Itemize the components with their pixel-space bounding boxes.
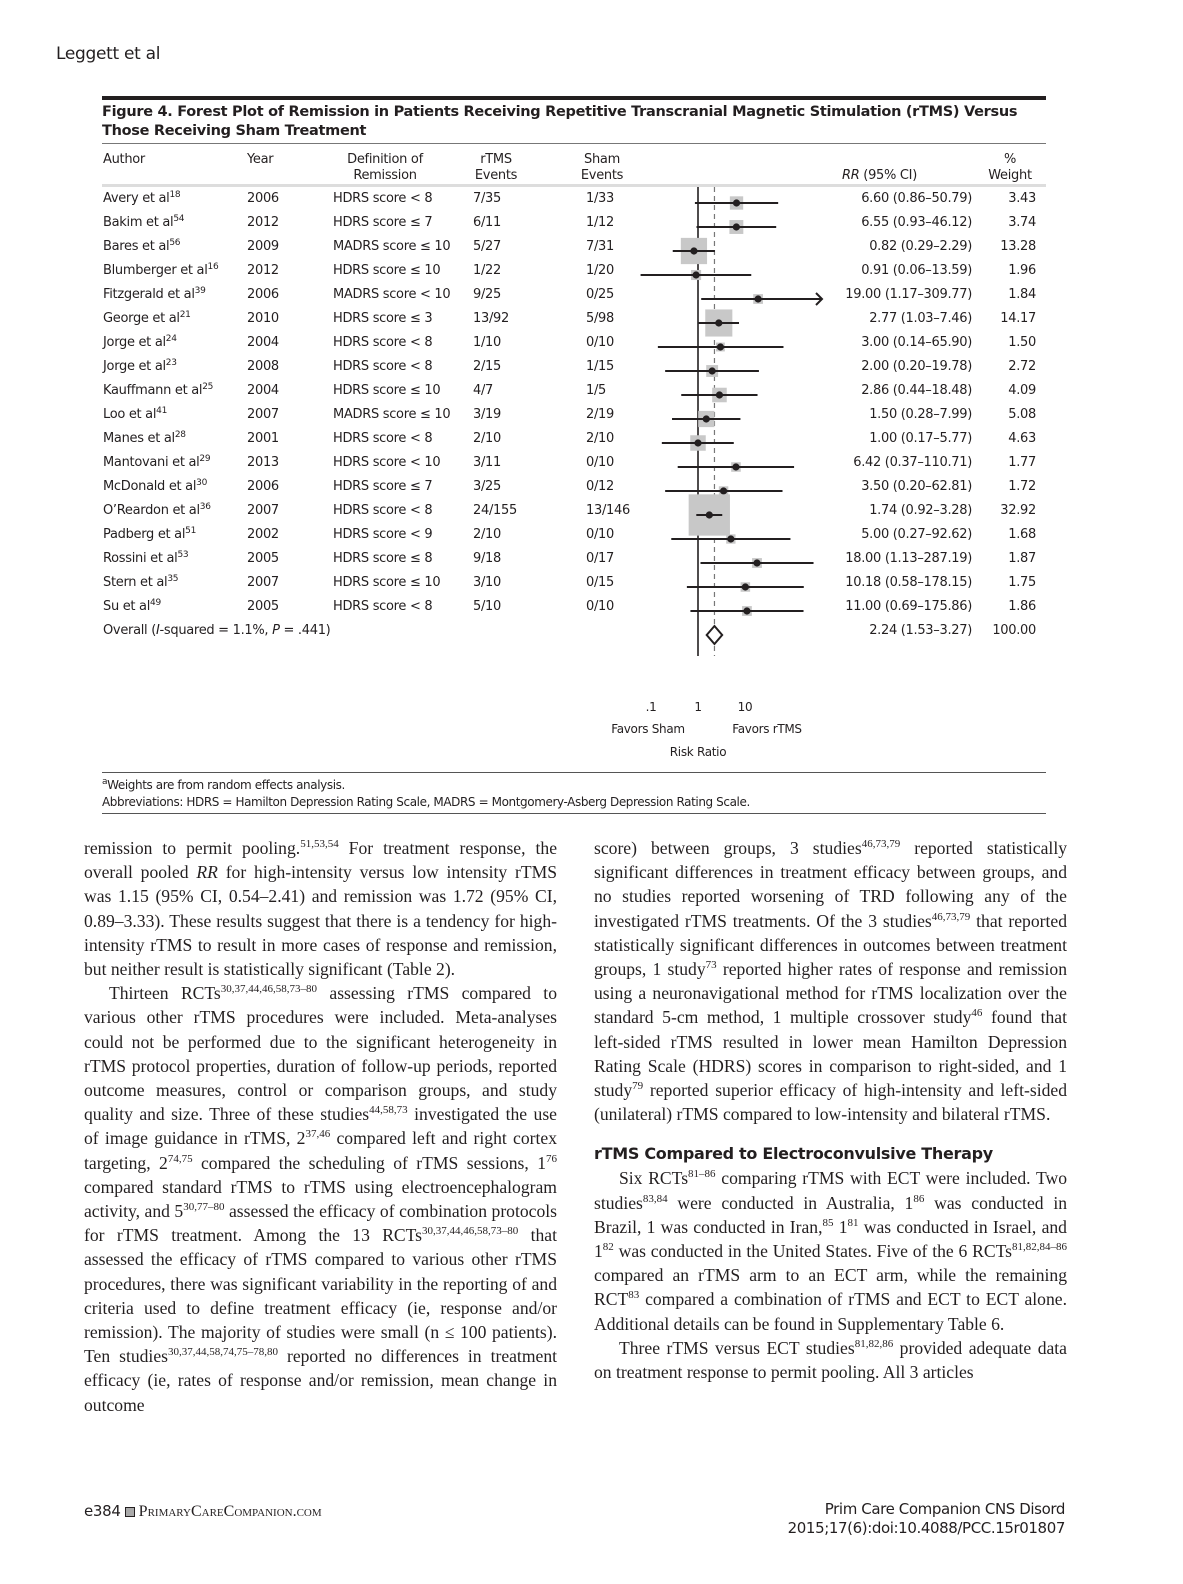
header-definition: Definition of Remission	[347, 152, 423, 183]
table-row	[102, 259, 1046, 283]
header-rr: RR (95% CI)	[842, 168, 917, 183]
definition-cell: HDRS score ≤ 10	[333, 575, 441, 590]
square-bullet-icon	[125, 1507, 135, 1517]
rr-cell: 10.18 (0.58–178.15)	[845, 575, 972, 590]
rtms-events-cell: 7/35	[473, 191, 501, 206]
rr-cell: 3.00 (0.14–65.90)	[861, 335, 972, 350]
weight-cell: 32.92	[1000, 503, 1036, 518]
year-cell: 2002	[247, 527, 279, 542]
sham-events-cell: 1/5	[586, 383, 607, 398]
paragraph: Six RCTs$^{81-86}$ comparing rTMS with ECT were included. Two studies$^{83,84}$ were conducted in Australia, $1^{86}$ was conducted in Brazil, 1 was conducted in Iran,$^{85}$ $1^{81}$ was conducted in Israel, and $1^{82}$ was conducted in the United States. Five of the 6 RCTs$^{81,82,84-86}$ compared an rTMS arm to an ECT arm, while the remaining RCT$^{83}$ compared a combination of rTMS and ECT to ECT alone. Additional details can be found in Supplementary Table 6.	[594, 1168, 1068, 1334]
year-cell: 2007	[247, 503, 279, 518]
definition-cell: HDRS score < 8	[333, 599, 433, 614]
figure-top-rule	[102, 96, 1046, 100]
rtms-events-cell: 6/11	[473, 215, 501, 230]
forest-table	[102, 144, 1046, 643]
header-weight: % Weight	[988, 152, 1032, 183]
definition-cell: MADRS score ≤ 10	[333, 239, 451, 254]
year-cell: 2009	[247, 239, 279, 254]
paragraph: remission to permit pooling.$^{51,53,54}$ For treatment response, the overall pooled RR for high-intensity versus low intensity rTMS was 1.15 (95% CI, 0.54–2.41) and remission was 1.72 (95% CI, 0.89–3.33). These results suggest that there is a tendency for high-intensity rTMS to result in more cases of response and remission, but neither result is statistically significant (Table 2).	[84, 838, 558, 980]
sham-events-cell: 1/33	[586, 191, 614, 206]
sham-events-cell: 0/17	[586, 551, 614, 566]
table-row	[102, 451, 1046, 475]
author-cell: Avery et $al^{18}$	[103, 190, 181, 206]
sham-events-cell: 1/20	[586, 263, 614, 278]
sham-events-cell: 0/12	[586, 479, 614, 494]
table-header	[102, 144, 1046, 184]
definition-cell: HDRS score < 9	[333, 527, 433, 542]
overall-weight: 100.00	[992, 623, 1036, 638]
rtms-events-cell: 3/11	[473, 455, 501, 470]
author-cell: Bakim et $al^{54}$	[103, 214, 185, 230]
sham-events-cell: 2/10	[586, 431, 614, 446]
weight-cell: 1.86	[1008, 599, 1036, 614]
sham-events-cell: 1/15	[586, 359, 614, 374]
favors-rtms-label: Favors rTMS	[732, 722, 802, 736]
author-cell: Rossini et $al^{53}$	[103, 550, 189, 566]
weight-cell: 1.72	[1008, 479, 1036, 494]
author-cell: Stern et $al^{35}$	[103, 574, 179, 590]
sham-events-cell: 0/10	[586, 527, 614, 542]
rr-cell: 2.00 (0.20–19.78)	[861, 359, 972, 374]
definition-cell: HDRS score ≤ 10	[333, 383, 441, 398]
sham-events-cell: 1/12	[586, 215, 614, 230]
footnote-weights: $^a$Weights are from random effects analysis.	[102, 777, 345, 792]
author-cell: Mantovani et $al^{29}$	[103, 454, 211, 470]
definition-cell: MADRS score ≤ 10	[333, 407, 451, 422]
weight-cell: 4.63	[1008, 431, 1036, 446]
author-cell: Bares et $al^{56}$	[103, 238, 181, 254]
header-sham-events: Sham Events	[580, 152, 624, 183]
weight-cell: 1.84	[1008, 287, 1036, 302]
rtms-events-cell: 5/27	[473, 239, 501, 254]
header-rtms-events: rTMS Events	[474, 152, 518, 183]
figure-title: Figure 4. Forest Plot of Remission in Patients Receiving Repetitive Transcranial Magnetic Stimulation (rTMS) Versus Those Receiving Sham Treatment	[102, 104, 1018, 139]
rtms-events-cell: 4/7	[473, 383, 494, 398]
table-row	[102, 235, 1046, 259]
rtms-events-cell: 2/10	[473, 527, 501, 542]
author-cell: Blumberger et $al^{16}$	[103, 262, 219, 278]
table-row	[102, 355, 1046, 379]
rtms-events-cell: 3/19	[473, 407, 501, 422]
year-cell: 2012	[247, 263, 279, 278]
header-author: Author	[103, 152, 145, 167]
rr-cell: 18.00 (1.13–287.19)	[845, 551, 972, 566]
year-cell: 2004	[247, 335, 279, 350]
rtms-events-cell: 2/10	[473, 431, 501, 446]
sham-events-cell: 0/10	[586, 335, 614, 350]
rr-cell: 11.00 (0.69–175.86)	[845, 599, 972, 614]
footer-left	[84, 1502, 322, 1521]
table-row	[102, 331, 1046, 355]
author-cell: Loo et $al^{41}$	[103, 406, 168, 422]
weight-cell: 2.72	[1008, 359, 1036, 374]
definition-cell: HDRS score < 8	[333, 431, 433, 446]
sham-events-cell: 13/146	[586, 503, 630, 518]
running-head: Leggett et al	[56, 44, 161, 64]
year-cell: 2006	[247, 191, 279, 206]
definition-cell: HDRS score ≤ 10	[333, 263, 441, 278]
year-cell: 2005	[247, 599, 279, 614]
year-cell: 2004	[247, 383, 279, 398]
author-cell: George et $al^{21}$	[103, 310, 191, 326]
weight-cell: 1.96	[1008, 263, 1036, 278]
rr-cell: 1.50 (0.28–7.99)	[869, 407, 972, 422]
weight-cell: 1.77	[1008, 455, 1036, 470]
rtms-events-cell: 3/25	[473, 479, 501, 494]
year-cell: 2012	[247, 215, 279, 230]
rr-cell: 0.82 (0.29–2.29)	[869, 239, 972, 254]
rtms-events-cell: 9/18	[473, 551, 501, 566]
author-cell: O’Reardon et $al^{36}$	[103, 502, 211, 518]
figure-4	[102, 96, 1046, 759]
definition-cell: HDRS score ≤ 7	[333, 215, 433, 230]
definition-cell: HDRS score < 10	[333, 455, 441, 470]
rr-cell: 6.42 (0.37–110.71)	[853, 455, 972, 470]
rtms-events-cell: 2/15	[473, 359, 501, 374]
weight-cell: 1.87	[1008, 551, 1036, 566]
table-row	[102, 283, 1046, 307]
sham-events-cell: 0/25	[586, 287, 614, 302]
author-cell: Jorge et $al^{24}$	[103, 334, 177, 350]
definition-cell: HDRS score < 8	[333, 191, 433, 206]
year-cell: 2007	[247, 575, 279, 590]
body-right-column	[594, 836, 1067, 1384]
rtms-events-cell: 5/10	[473, 599, 501, 614]
favors-sham-label: Favors Sham	[611, 722, 685, 736]
table-row	[102, 211, 1046, 235]
definition-cell: HDRS score ≤ 3	[333, 311, 433, 326]
table-row	[102, 187, 1046, 211]
rtms-events-cell: 13/92	[473, 311, 509, 326]
overall-row	[102, 619, 1046, 643]
table-row	[102, 475, 1046, 499]
table-row	[102, 403, 1046, 427]
body-left-column	[84, 836, 557, 1417]
sham-events-cell: 2/19	[586, 407, 614, 422]
author-cell: Kauffmann et $al^{25}$	[103, 382, 214, 398]
table-row	[102, 547, 1046, 571]
author-cell: Fitzgerald et $al^{39}$	[103, 286, 206, 302]
page-number: e384	[84, 1502, 121, 1520]
x-axis-label: Risk Ratio	[669, 745, 727, 759]
rtms-events-cell: 1/22	[473, 263, 501, 278]
rtms-events-cell: 24/155	[473, 503, 517, 518]
year-cell: 2001	[247, 431, 279, 446]
weight-cell: 5.08	[1008, 407, 1036, 422]
year-cell: 2006	[247, 479, 279, 494]
sham-events-cell: 0/15	[586, 575, 614, 590]
rr-cell: 2.77 (1.03–7.46)	[869, 311, 972, 326]
footnote-bottom-rule	[102, 813, 1046, 814]
paragraph: Thirteen RCTs$^{30,37,44,46,58,73-80}$ assessing rTMS compared to various other rTMS procedures were included. Meta-analyses could not be performed due to the significant heterogeneity in rTMS protocol properties, duration of follow-up periods, reported outcome measures, control or comparison groups, and study quality and size. Three of these studies$^{44,58,73}$ investigated the use of image guidance in rTMS, 2$^{37,46}$ compared left and right cortex targeting, 2$^{74,75}$ compared the scheduling of rTMS sessions, $1^{76}$ compared standard rTMS to rTMS using electroencephalogram activity, and 5$^{30,77-80}$ assessed the efficacy of combination protocols for rTMS treatment. Among the 13 RCTs$^{30,37,44,46,58,73-80}$ that assessed the efficacy of rTMS compared to various other rTMS procedures, there was significant variability in the reporting of and criteria used to define treatment efficacy (ie, response and/or remission). The majority of studies were small (n ≤ 100 patients). Ten studies$^{30,37,44,58,74,75-78,80}$ reported no differences in treatment efficacy (ie, rates of response and/or remission, mean change in outcome	[84, 983, 558, 1415]
author-cell: Manes et $al^{28}$	[103, 430, 186, 446]
year-cell: 2006	[247, 287, 279, 302]
paragraph: Three rTMS versus ECT studies$^{81,82,86}$ provided adequate data on treatment response to permit pooling. All 3 articles	[594, 1337, 1067, 1383]
year-cell: 2007	[247, 407, 279, 422]
definition-cell: HDRS score ≤ 8	[333, 551, 433, 566]
table-row	[102, 427, 1046, 451]
weight-cell: 1.75	[1008, 575, 1036, 590]
journal-name: Prim Care Companion CNS Disord	[824, 1500, 1065, 1518]
right-column-part-2	[594, 1166, 1067, 1384]
table-row	[102, 595, 1046, 619]
rr-cell: 5.00 (0.27–92.62)	[861, 527, 972, 542]
year-cell: 2005	[247, 551, 279, 566]
definition-cell: MADRS score < 10	[333, 287, 451, 302]
overall-label: Overall (I-squared = 1.1%, P = .441)	[103, 623, 331, 638]
weight-cell: 1.50	[1008, 335, 1036, 350]
year-cell: 2010	[247, 311, 279, 326]
rtms-events-cell: 3/10	[473, 575, 501, 590]
author-cell: McDonald et $al^{30}$	[103, 478, 207, 494]
rr-cell: 1.00 (0.17–5.77)	[869, 431, 972, 446]
citation: 2015;17(6):doi:10.4088/PCC.15r01807	[787, 1519, 1065, 1537]
header-year: Year	[247, 152, 274, 167]
rtms-events-cell: 1/10	[473, 335, 501, 350]
definition-cell: HDRS score < 8	[333, 503, 433, 518]
definition-cell: HDRS score < 8	[333, 359, 433, 374]
author-cell: Padberg et $al^{51}$	[103, 526, 196, 542]
tick-label-1: 1	[694, 700, 702, 714]
overall-rr: 2.24 (1.53–3.27)	[869, 623, 972, 638]
sham-events-cell: 0/10	[586, 455, 614, 470]
rr-cell: 1.74 (0.92–3.28)	[869, 503, 972, 518]
footnote-top-rule	[102, 772, 1046, 773]
paragraph: score) between groups, 3 studies$^{46,73,79}$ reported statistically significant differences in treatment efficacy between groups, and no studies reported worsening of TRD following any of the investigated rTMS treatments. Of the 3 studies$^{46,73,79}$ that reported statistically significant differences in outcomes between treatment groups, 1 study$^{73}$ reported higher rates of response and remission using a neuronavigational method for rTMS localization over the standard 5-cm method, 1 multiple crossover study$^{46}$ found that left-sided rTMS resulted in lower mean Hamilton Depression Rating Scale (HDRS) scores in comparison to right-sided, and 1 study$^{79}$ reported superior efficacy of high-intensity and left-sided (unilateral) rTMS compared to low-intensity and bilateral rTMS.	[594, 838, 1068, 1125]
weight-cell: 13.28	[1000, 239, 1036, 254]
right-column-part-1	[594, 836, 1067, 1126]
sham-events-cell: 7/31	[586, 239, 614, 254]
sham-events-cell: 0/10	[586, 599, 614, 614]
section-heading: rTMS Compared to Electroconvulsive Therapy	[594, 1144, 993, 1164]
table-row	[102, 379, 1046, 403]
table-row	[102, 499, 1046, 523]
footnote-abbreviations: Abbreviations: HDRS = Hamilton Depression Rating Scale, MADRS = Montgomery-Asberg Depression Rating Scale.	[102, 795, 750, 809]
table-row	[102, 307, 1046, 331]
year-cell: 2008	[247, 359, 279, 374]
rr-cell: 3.50 (0.20–62.81)	[861, 479, 972, 494]
sham-events-cell: 5/98	[586, 311, 614, 326]
weight-cell: 4.09	[1008, 383, 1036, 398]
definition-cell: HDRS score ≤ 7	[333, 479, 433, 494]
rr-cell: 0.91 (0.06–13.59)	[861, 263, 972, 278]
author-cell: Su et $al^{49}$	[103, 598, 161, 614]
definition-cell: HDRS score < 8	[333, 335, 433, 350]
tick-label-0.1: .1	[645, 700, 657, 714]
table-row	[102, 523, 1046, 547]
weight-cell: 3.43	[1008, 191, 1036, 206]
rr-cell: 6.60 (0.86–50.79)	[861, 191, 972, 206]
rr-cell: 6.55 (0.93–46.12)	[861, 215, 972, 230]
weight-cell: 1.68	[1008, 527, 1036, 542]
table-row	[102, 571, 1046, 595]
study-rows	[102, 187, 1046, 619]
site-link[interactable]: PrimaryCareCompanion.com	[138, 1503, 322, 1520]
weight-cell: 3.74	[1008, 215, 1036, 230]
weight-cell: 14.17	[1000, 311, 1036, 326]
rr-cell: 19.00 (1.17–309.77)	[845, 287, 972, 302]
author-cell: Jorge et $al^{23}$	[103, 358, 177, 374]
year-cell: 2013	[247, 455, 279, 470]
tick-label-10: 10	[737, 700, 753, 714]
rtms-events-cell: 9/25	[473, 287, 501, 302]
rr-cell: 2.86 (0.44–18.48)	[861, 383, 972, 398]
footer-right	[788, 1500, 1065, 1538]
